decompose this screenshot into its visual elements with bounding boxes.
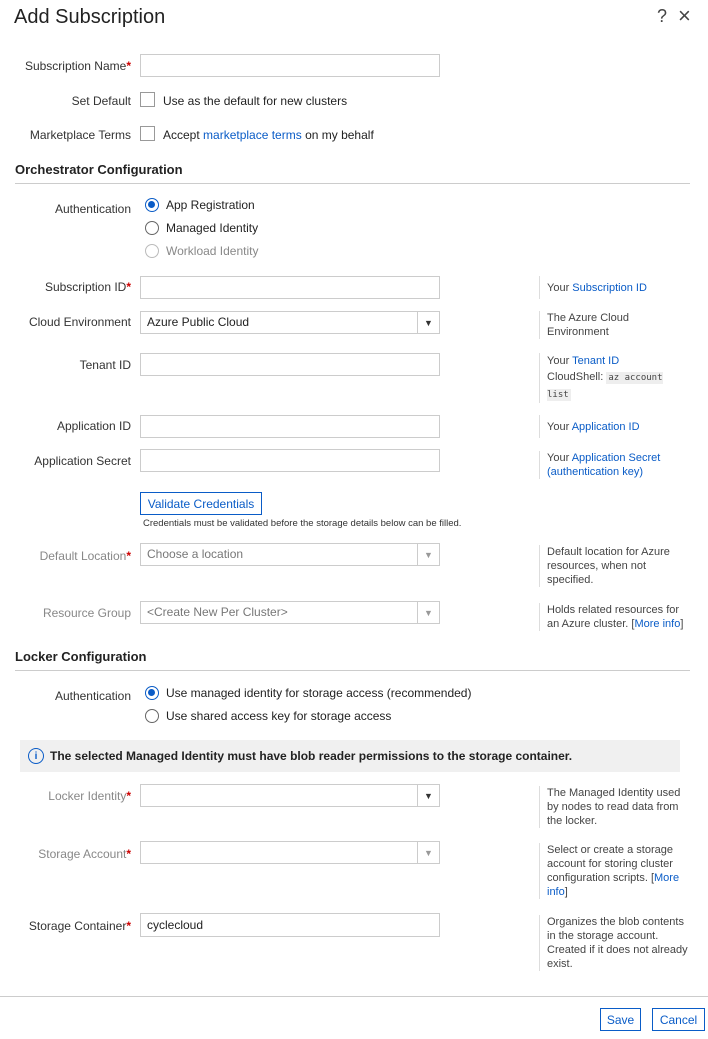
save-button[interactable]: Save <box>600 1008 641 1031</box>
resource-group-help: Holds related resources for an Azure cluster. [More info] <box>539 603 689 631</box>
default-location-label: Default Location* <box>39 549 131 563</box>
set-default-checkbox[interactable] <box>140 92 155 107</box>
placeholder: Choose a location <box>147 547 244 561</box>
option-label: App Registration <box>166 198 255 212</box>
dialog-title: Add Subscription <box>14 6 166 28</box>
info-banner <box>20 740 680 772</box>
cloud-environment-label: Cloud Environment <box>28 315 131 329</box>
resource-group-select[interactable] <box>140 601 440 624</box>
subscription-id-input[interactable] <box>140 276 440 299</box>
application-secret-link[interactable]: Application Secret (authentication key) <box>547 452 661 478</box>
marketplace-terms-label: Marketplace Terms <box>29 128 131 142</box>
option-label: Workload Identity <box>166 244 259 258</box>
application-id-link[interactable]: Application ID <box>571 421 640 433</box>
storage-container-help: Organizes the blob contents in the storage account. Created if it does not already exist. <box>539 915 689 971</box>
auth-option-managed-identity[interactable] <box>145 221 258 235</box>
subscription-id-label: Subscription ID* <box>44 280 131 294</box>
set-default-text: Use as the default for new clusters <box>163 94 348 108</box>
locker-identity-label: Locker Identity* <box>48 789 131 803</box>
dropdown-arrow-icon: ▼ <box>417 312 439 333</box>
locker-heading: Locker Configuration <box>15 649 690 671</box>
cloud-environment-help: The Azure Cloud Environment <box>539 311 689 339</box>
tenant-id-link[interactable]: Tenant ID <box>572 355 620 367</box>
locker-auth-option-shared-key[interactable] <box>145 709 391 723</box>
dropdown-arrow-icon: ▼ <box>417 785 439 806</box>
marketplace-terms-link[interactable]: marketplace terms <box>203 128 302 142</box>
dropdown-arrow-icon: ▼ <box>417 602 439 623</box>
marketplace-terms-checkbox[interactable] <box>140 126 155 141</box>
help-icon[interactable]: ? <box>657 6 668 26</box>
application-id-input[interactable] <box>140 415 440 438</box>
locker-identity-select[interactable] <box>140 784 440 807</box>
orchestrator-auth-label: Authentication <box>54 202 131 216</box>
set-default-label: Set Default <box>71 94 131 108</box>
auth-option-workload-identity[interactable] <box>145 244 259 258</box>
dropdown-arrow-icon: ▼ <box>417 544 439 565</box>
radio-selected[interactable] <box>145 686 159 700</box>
tenant-id-label: Tenant ID <box>79 358 131 372</box>
validate-credentials-button[interactable]: Validate Credentials <box>140 492 262 515</box>
storage-container-label: Storage Container* <box>28 919 131 933</box>
auth-option-app-registration[interactable] <box>145 198 255 212</box>
default-location-select[interactable] <box>140 543 440 566</box>
option-label: Use managed identity for storage access (recommended) <box>166 686 472 700</box>
more-info-link[interactable]: More info <box>547 872 680 898</box>
close-icon[interactable]: × <box>678 3 691 28</box>
radio[interactable] <box>145 709 159 723</box>
option-label: Managed Identity <box>166 221 259 235</box>
storage-account-label: Storage Account* <box>38 847 131 861</box>
application-secret-input[interactable] <box>140 449 440 472</box>
cloud-environment-select[interactable] <box>140 311 440 334</box>
locker-auth-option-managed-identity[interactable] <box>145 686 471 700</box>
locker-auth-label: Authentication <box>54 689 131 703</box>
radio-selected[interactable] <box>145 198 159 212</box>
subscription-name-label: Subscription Name* <box>24 59 131 73</box>
storage-account-help: Select or create a storage account for storing cluster configuration scripts. [More info] <box>539 843 689 899</box>
selected-value: Azure Public Cloud <box>147 315 250 329</box>
dropdown-arrow-icon: ▼ <box>417 842 439 863</box>
option-label: Use shared access key for storage access <box>166 709 392 723</box>
more-info-link[interactable]: More info <box>634 618 681 630</box>
application-id-help: Your Application ID <box>539 415 689 438</box>
radio[interactable] <box>145 221 159 235</box>
subscription-name-input[interactable] <box>140 54 440 77</box>
selected-value: <Create New Per Cluster> <box>147 605 288 619</box>
marketplace-terms-text: Accept marketplace terms on my behalf <box>163 128 374 142</box>
radio[interactable] <box>145 244 159 258</box>
application-secret-help: Your Application Secret (authentication key) <box>539 451 689 479</box>
info-icon: i <box>28 748 44 764</box>
tenant-id-input[interactable] <box>140 353 440 376</box>
tenant-id-help: Your Tenant ID CloudShell: az account list <box>539 353 689 403</box>
subscription-id-help: Your Subscription ID <box>539 276 689 299</box>
locker-identity-help: The Managed Identity used by nodes to read data from the locker. <box>539 786 689 828</box>
default-location-help: Default location for Azure resources, when not specified. <box>539 545 689 587</box>
info-text: The selected Managed Identity must have blob reader permissions to the storage container. <box>50 749 573 763</box>
cloudshell-command: az account list <box>547 373 663 400</box>
validate-note: Credentials must be validated before the storage details below can be filled. <box>143 518 462 529</box>
subscription-id-link[interactable]: Subscription ID <box>572 282 647 294</box>
application-id-label: Application ID <box>56 419 131 433</box>
resource-group-label: Resource Group <box>42 606 131 620</box>
storage-container-input[interactable] <box>140 913 440 937</box>
orchestrator-heading: Orchestrator Configuration <box>15 162 690 184</box>
footer-divider <box>0 996 708 997</box>
application-secret-label: Application Secret <box>34 454 131 468</box>
storage-account-select[interactable] <box>140 841 440 864</box>
cancel-button[interactable]: Cancel <box>652 1008 705 1031</box>
